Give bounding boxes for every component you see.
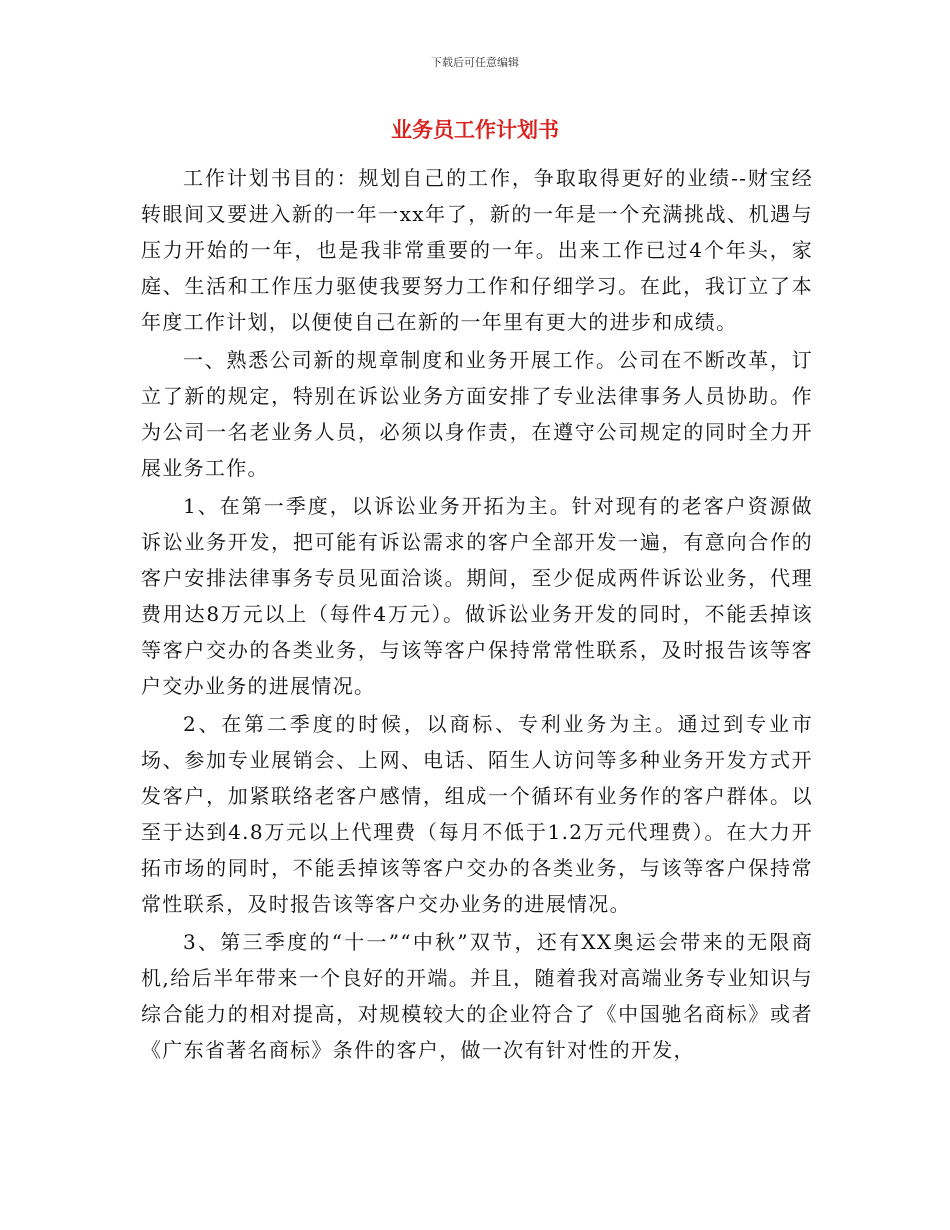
paragraph-section-1: 一、熟悉公司新的规章制度和业务开展工作。公司在不断改革，订立了新的规定，特别在诉讼业务方面安排了专业法律事务人员协助。作为公司一名老业务人员，必须以身作责，在遵守公司规定的同时全力开展业务工作。 [141, 348, 813, 480]
paragraph-q3: 3、第三季度的“十一”“中秋”双节，还有XX奥运会带来的无限商机,给后半年带来一个良好的开端。并且，随着我对高端业务专业知识与综合能力的相对提高，对规模较大的企业符合了《中国驰名商标》或者《广东省著名商标》条件的客户，做一次有针对性的开发， [141, 930, 813, 1062]
document-title: 业务员工作计划书 [391, 118, 559, 142]
paragraph-q1: 1、在第一季度，以诉讼业务开拓为主。针对现有的老客户资源做诉讼业务开发，把可能有诉讼需求的客户全部开发一遍，有意向合作的客户安排法律事务专员见面洽谈。期间，至少促成两件诉讼业务，代理费用达8万元以上（每件4万元）。做诉讼业务开发的同时，不能丢掉该等客户交办的各类业务，与该等客户保持常常性联系，及时报告该等客户交办业务的进展情况。 [141, 494, 813, 698]
paragraph-q2: 2、在第二季度的时候，以商标、专利业务为主。通过到专业市场、参加专业展销会、上网、电话、陌生人访问等多种业务开发方式开发客户，加紧联络老客户感情，组成一个循环有业务作的客户群体。以至于达到4.8万元以上代理费（每月不低于1.2万元代理费）。在大力开拓市场的同时，不能丢掉该等客户交办的各类业务，与该等客户保持常常性联系，及时报告该等客户交办业务的进展情况。 [141, 712, 813, 916]
document-body [141, 160, 813, 1070]
header-note: 下载后可任意编辑 [431, 56, 519, 69]
paragraph-intro: 工作计划书目的：规划自己的工作，争取取得更好的业绩--财宝经转眼间又要进入新的一年一xx年了，新的一年是一个充满挑战、机遇与压力开始的一年，也是我非常重要的一年。出来工作已过4个年头，家庭、生活和工作压力驱使我要努力工作和仔细学习。在此，我订立了本年度工作计划，以便使自己在新的一年里有更大的进步和成绩。 [141, 166, 813, 334]
